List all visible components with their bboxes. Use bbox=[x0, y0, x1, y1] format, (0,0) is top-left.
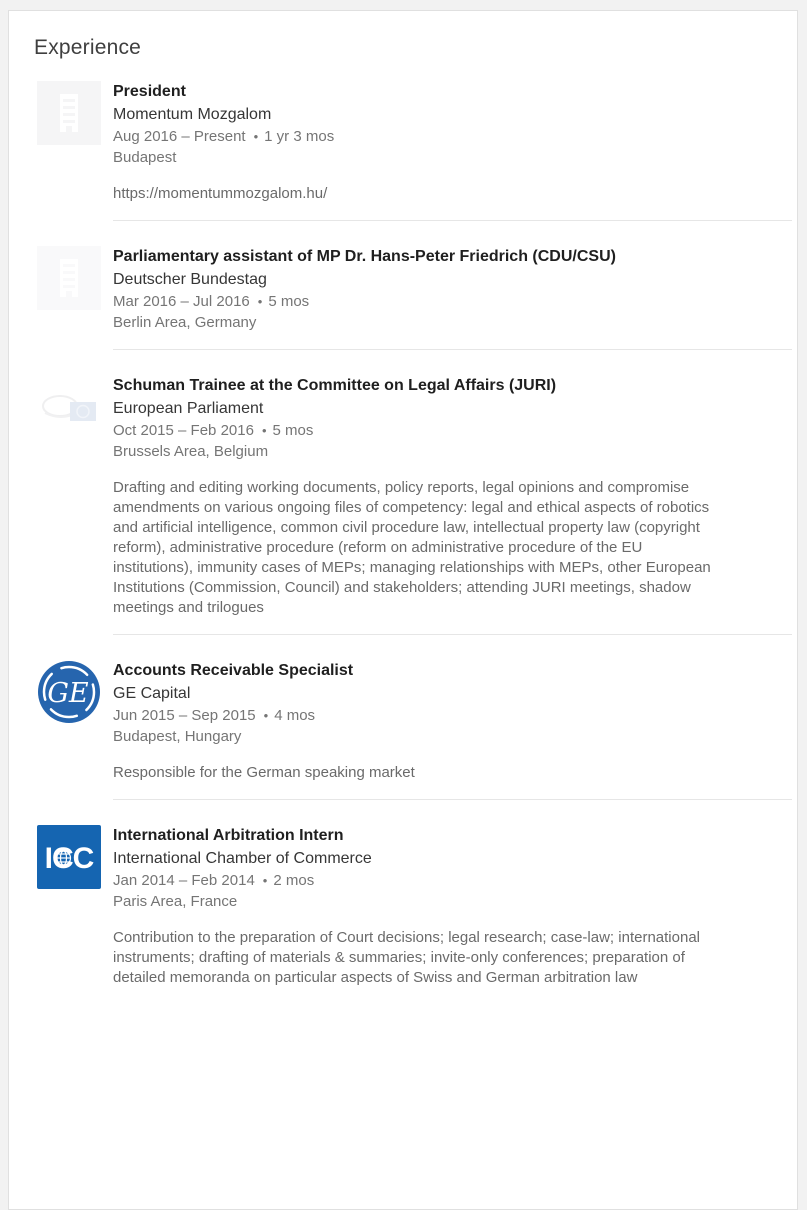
meta-separator-dot: • bbox=[253, 129, 259, 144]
experience-entry bbox=[37, 800, 797, 1004]
section-heading: Experience bbox=[34, 36, 142, 59]
entry-duration: 1 yr 3 mos bbox=[264, 128, 335, 145]
entry-duration: 4 mos bbox=[274, 707, 316, 724]
entry-content bbox=[113, 375, 713, 618]
entry-duration: 2 mos bbox=[273, 872, 315, 889]
entry-dates: Mar 2016 – Jul 2016 bbox=[113, 293, 250, 310]
experience-entry bbox=[37, 635, 797, 799]
experience-entry bbox=[37, 221, 797, 349]
default-company-building-icon bbox=[37, 81, 101, 145]
entry-date-range bbox=[113, 126, 713, 147]
company-logo[interactable] bbox=[37, 660, 101, 724]
entry-date-range bbox=[113, 291, 713, 312]
european-parliament-logo bbox=[37, 375, 101, 439]
entry-location: Budapest, Hungary bbox=[113, 728, 242, 745]
icc-globe-logo bbox=[37, 825, 101, 889]
entry-content bbox=[113, 825, 713, 988]
experience-list bbox=[34, 62, 797, 1004]
svg-text:ICC: ICC bbox=[44, 842, 94, 875]
meta-separator-dot: • bbox=[261, 423, 267, 438]
entry-title[interactable]: Accounts Receivable Specialist bbox=[113, 662, 354, 679]
entry-title[interactable]: Schuman Trainee at the Committee on Legal Affairs (JURI) bbox=[113, 377, 557, 394]
entry-description: Responsible for the German speaking market bbox=[113, 764, 415, 781]
entry-location: Budapest bbox=[113, 149, 177, 166]
experience-card bbox=[8, 10, 798, 1210]
default-company-building-icon bbox=[37, 246, 101, 310]
entry-date-range bbox=[113, 870, 713, 891]
entry-company[interactable]: Deutscher Bundestag bbox=[113, 271, 267, 288]
company-logo[interactable] bbox=[37, 246, 101, 310]
entry-company[interactable]: GE Capital bbox=[113, 685, 191, 702]
company-logo[interactable] bbox=[37, 375, 101, 439]
ge-monogram-logo bbox=[37, 660, 101, 724]
meta-separator-dot: • bbox=[263, 708, 269, 723]
entry-company[interactable]: International Chamber of Commerce bbox=[113, 850, 372, 867]
entry-description: https://momentummozgalom.hu/ bbox=[113, 185, 328, 202]
meta-separator-dot: • bbox=[257, 294, 263, 309]
experience-entry bbox=[37, 350, 797, 634]
company-logo[interactable] bbox=[37, 825, 101, 889]
entry-content bbox=[113, 246, 713, 333]
entry-duration: 5 mos bbox=[272, 422, 314, 439]
entry-content bbox=[113, 81, 713, 204]
entry-dates: Aug 2016 – Present bbox=[113, 128, 246, 145]
entry-location: Brussels Area, Belgium bbox=[113, 443, 269, 460]
entry-description: Drafting and editing working documents, policy reports, legal opinions and compromise amendments on various ongoing files of competency: legal and ethical aspects of robotics and artificial intelligence, common civil procedure law, intellectual property law (copyright reform), administrative procedure (reform on administrative procedure of the EU institutions), immunity cases of MEPs; managing relationships with MEPs, other European Institutions (Commission, Council) and stakeholders; attending JURI meetings, shadow meetings and trilogues bbox=[113, 479, 711, 616]
entry-duration: 5 mos bbox=[268, 293, 310, 310]
entry-dates: Jun 2015 – Sep 2015 bbox=[113, 707, 256, 724]
entry-date-range bbox=[113, 420, 713, 441]
entry-location: Paris Area, France bbox=[113, 893, 238, 910]
company-logo[interactable] bbox=[37, 81, 101, 145]
entry-description: Contribution to the preparation of Court decisions; legal research; case-law; international instruments; drafting of materials & summaries; invite-only conferences; preparation of detailed memoranda on particular aspects of Swiss and German arbitration law bbox=[113, 929, 700, 986]
meta-separator-dot: • bbox=[262, 873, 268, 888]
entry-company[interactable]: Momentum Mozgalom bbox=[113, 106, 272, 123]
entry-location: Berlin Area, Germany bbox=[113, 314, 257, 331]
experience-entry bbox=[37, 62, 797, 220]
entry-dates: Oct 2015 – Feb 2016 bbox=[113, 422, 254, 439]
svg-text:GE: GE bbox=[47, 678, 89, 709]
entry-content bbox=[113, 660, 713, 783]
entry-company[interactable]: European Parliament bbox=[113, 400, 264, 417]
entry-date-range bbox=[113, 705, 713, 726]
entry-dates: Jan 2014 – Feb 2014 bbox=[113, 872, 255, 889]
entry-title[interactable]: International Arbitration Intern bbox=[113, 827, 344, 844]
entry-title[interactable]: President bbox=[113, 83, 186, 100]
entry-title[interactable]: Parliamentary assistant of MP Dr. Hans-Peter Friedrich (CDU/CSU) bbox=[113, 248, 616, 265]
